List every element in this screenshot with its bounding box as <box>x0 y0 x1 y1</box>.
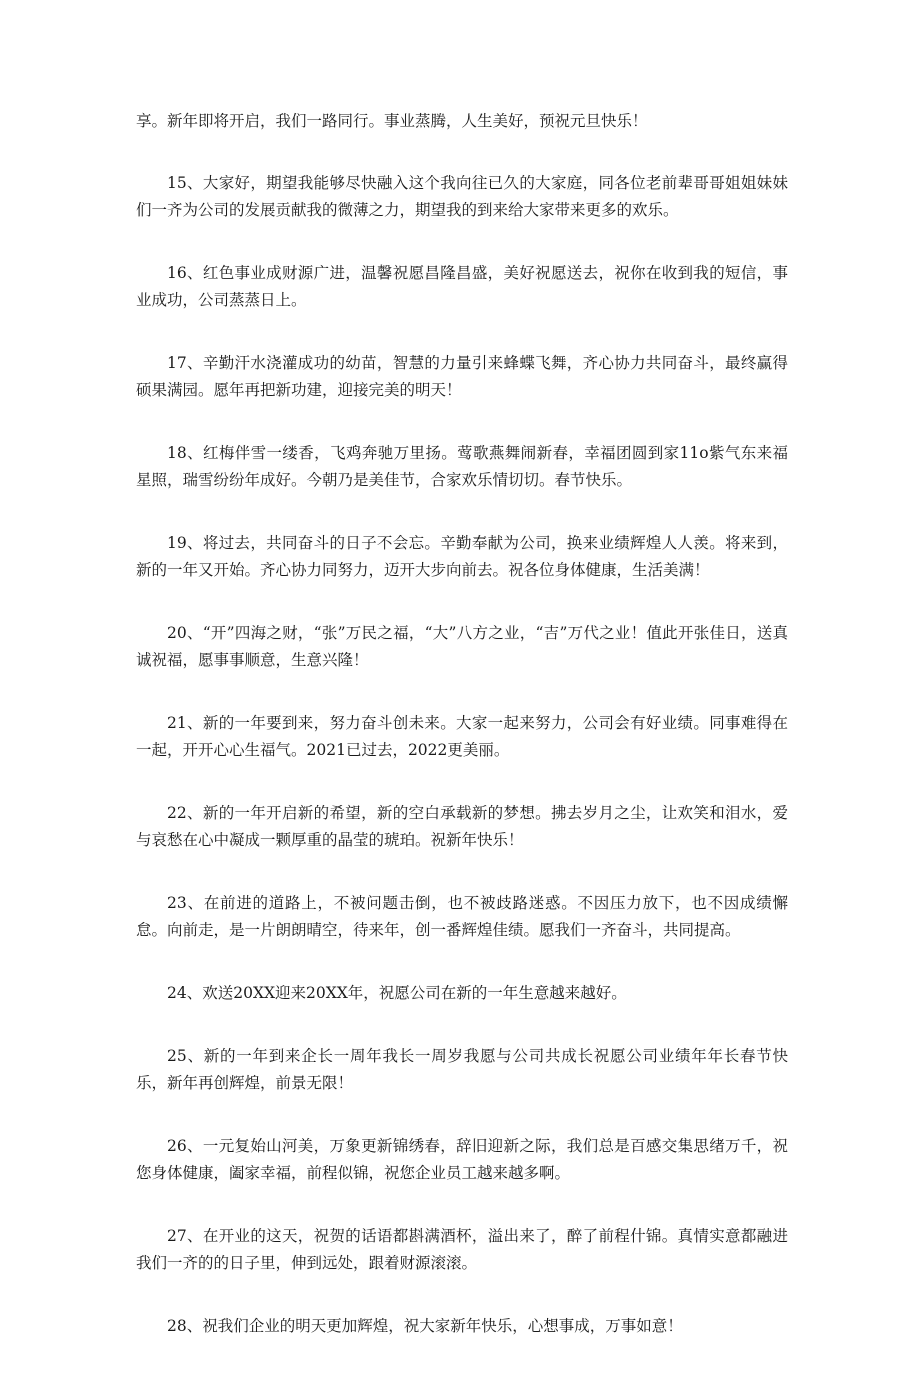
paragraph-19: 19、将过去，共同奋斗的日子不会忘。辛勤奉献为公司，换来业绩辉煌人人羡。将来到，新的一年又开始。齐心协力同努力，迈开大步向前去。祝各位身体健康，生活美满！ <box>136 534 788 579</box>
paragraph-26: 26、一元复始山河美，万象更新锦绣春，辞旧迎新之际，我们总是百感交集思绪万千，祝您身体健康，阖家幸福，前程似锦，祝您企业员工越来越多啊。 <box>136 1137 788 1182</box>
paragraph-22: 22、新的一年开启新的希望，新的空白承载新的梦想。拂去岁月之尘，让欢笑和泪水，爱与哀愁在心中凝成一颗厚重的晶莹的琥珀。祝新年快乐！ <box>136 804 788 849</box>
paragraph-continuation: 享。新年即将开启，我们一路同行。事业蒸腾，人生美好，预祝元旦快乐！ <box>136 112 648 130</box>
paragraph-24: 24、欢送20XX迎来20XX年，祝愿公司在新的一年生意越来越好。 <box>167 984 627 1002</box>
paragraph-16: 16、红色事业成财源广进，温馨祝愿昌隆昌盛，美好祝愿送去，祝你在收到我的短信，事业成功，公司蒸蒸日上。 <box>136 264 788 309</box>
paragraph-17: 17、辛勤汗水浇灌成功的幼苗，智慧的力量引来蜂蝶飞舞，齐心协力共同奋斗，最终赢得硕果满园。愿年再把新功建，迎接完美的明天！ <box>136 354 788 399</box>
paragraph-21: 21、新的一年要到来，努力奋斗创未来。大家一起来努力，公司会有好业绩。同事难得在一起，开开心心生福气。2021已过去，2022更美丽。 <box>136 714 788 759</box>
paragraph-18: 18、红梅伴雪一缕香，飞鸡奔驰万里扬。莺歌燕舞闹新春，幸福团圆到家11o紫气东来福星照，瑞雪纷纷年成好。今朝乃是美佳节，合家欢乐情切切。春节快乐。 <box>136 444 788 489</box>
paragraph-27: 27、在开业的这天，祝贺的话语都斟满酒杯，溢出来了，醉了前程什锦。真情实意都融进我们一齐的的日子里，伸到远处，跟着财源滚滚。 <box>136 1227 788 1272</box>
paragraph-20: 20、“开”四海之财，“张”万民之福，“大”八方之业，“吉”万代之业！值此开张佳日，送真诚祝福，愿事事顺意，生意兴隆！ <box>136 624 788 669</box>
paragraph-28: 28、祝我们企业的明天更加辉煌，祝大家新年快乐，心想事成，万事如意！ <box>167 1317 683 1335</box>
paragraph-23: 23、在前进的道路上，不被问题击倒，也不被歧路迷惑。不因压力放下，也不因成绩懈怠。向前走，是一片朗朗晴空，待来年，创一番辉煌佳绩。愿我们一齐奋斗，共同提高。 <box>136 894 788 939</box>
paragraph-15: 15、大家好，期望我能够尽快融入这个我向往已久的大家庭，同各位老前辈哥哥姐姐妹妹们一齐为公司的发展贡献我的微薄之力，期望我的到来给大家带来更多的欢乐。 <box>136 174 788 219</box>
paragraph-25: 25、新的一年到来企长一周年我长一周岁我愿与公司共成长祝愿公司业绩年年长春节快乐，新年再创辉煌，前景无限！ <box>136 1047 788 1092</box>
document-body <box>136 108 788 1376</box>
